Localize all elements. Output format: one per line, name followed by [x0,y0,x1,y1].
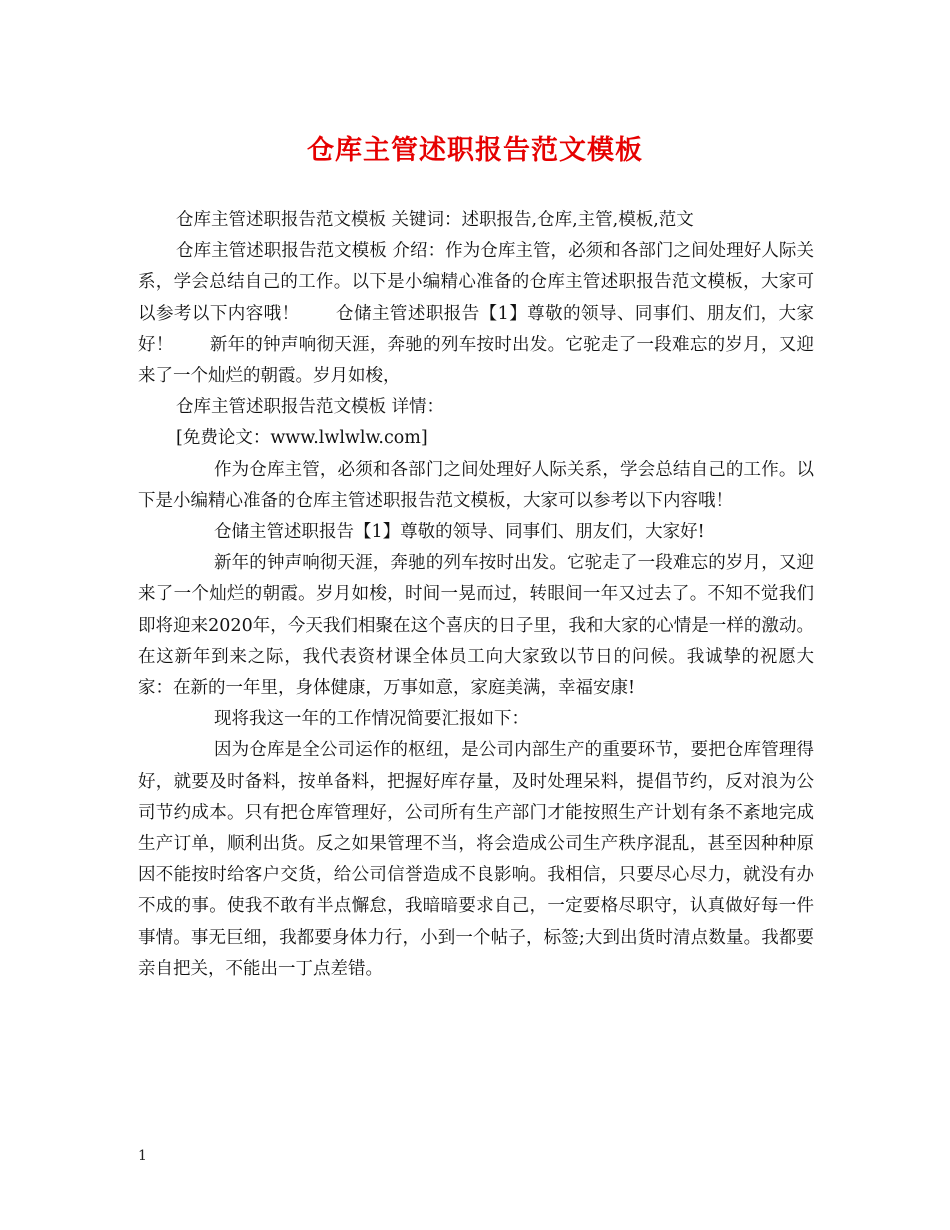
details-heading: 仓库主管述职报告范文模板 详情： [176,397,445,418]
intro-text: 仓库主管述职报告范文模板 介绍：作为仓库主管，必须和各部门之间处理好人际关系，学会总结自己的工作。以下是小编精心准备的仓库主管述职报告范文模板，大家可以参考以下内容哦！ [138,241,814,324]
body-paragraph-3: 新年的钟声响彻天涯，奔驰的列车按时出发。它驼走了一段难忘的岁月，又迎来了一个灿烂的朝霞。岁月如梭，时间一晃而过，转眼间一年又过去了。不知不觉我们即将迎来2020年，今天我们相聚在这个喜庆的日子里，我和大家的心情是一样的激动。在这新年到来之际，我代表资材课全体员工向大家致以节日的问候。我诚挚的祝愿大家：在新的一年里，身体健康，万事如意，家庭美满，幸福安康! [138,553,814,699]
document-body [138,205,814,985]
intro-continuation-1: 仓储主管述职报告【1】尊敬的领导、同事们、朋友们，大家好！ [138,303,814,355]
source-note: [免费论文：www.lwlwlw.com] [176,428,428,449]
document-title: 仓库主管述职报告范文模板 [307,135,643,166]
intro-continuation-2: 新年的钟声响彻天涯，奔驰的列车按时出发。它驼走了一段难忘的岁月，又迎来了一个灿烂的朝霞。岁月如梭， [138,334,815,387]
intro-paragraph [138,236,814,392]
page-number: 1 [138,1148,147,1164]
keywords-paragraph: 仓库主管述职报告范文模板 关键词：述职报告,仓库,主管,模板,范文 [176,210,694,230]
body-paragraph-1: 作为仓库主管，必须和各部门之间处理好人际关系，学会总结自己的工作。以下是小编精心准备的仓库主管述职报告范文模板，大家可以参考以下内容哦！ [138,459,814,511]
body-paragraph-2: 仓储主管述职报告【1】尊敬的领导、同事们、朋友们，大家好! [214,522,705,543]
body-paragraph-4: 现将我这一年的工作情况简要汇报如下： [214,709,529,730]
body-paragraph-5: 因为仓库是全公司运作的枢纽，是公司内部生产的重要环节，要把仓库管理得好，就要及时备料，按单备料，把握好库存量，及时处理呆料，提倡节约，反对浪为公司节约成本。只有把仓库管理好，公司所有生产部门才能按照生产计划有条不紊地完成生产订单，顺利出货。反之如果管理不当，将会造成公司生产秩序混乱，甚至因种种原因不能按时给客户交货，给公司信誉造成不良影响。我相信，只要尽心尽力，就没有办不成的事。使我不敢有半点懈怠，我暗暗要求自己，一定要格尽职守，认真做好每一件事情。事无巨细，我都要身体力行，小到一个帖子，标签;大到出货时清点数量。我都要亲自把关，不能出一丁点差错。 [138,740,814,979]
